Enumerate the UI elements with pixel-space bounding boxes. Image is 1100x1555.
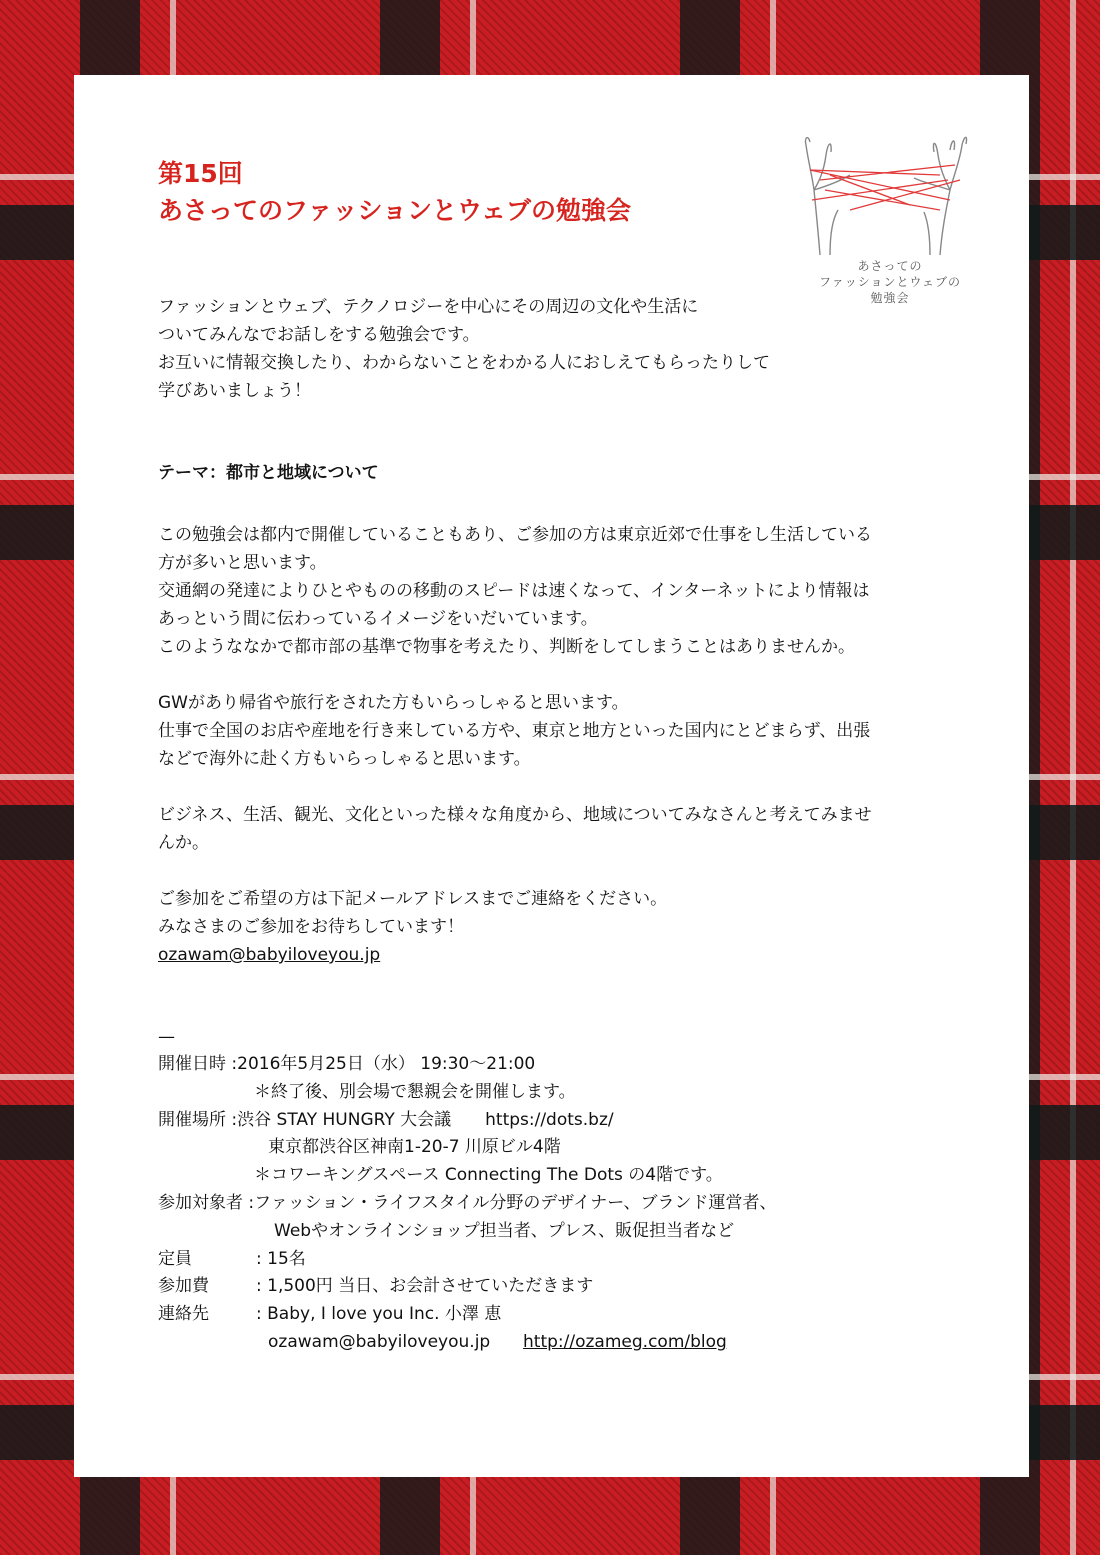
date-row: [158, 1051, 938, 1079]
fee-label: 参加費: [158, 1276, 209, 1297]
body-line: 方が多いと思います。: [158, 553, 327, 573]
body-line: GWがあり帰省や旅行をされた方もいらっしゃると思います。: [158, 693, 629, 713]
target-label: 参加対象者 :: [158, 1192, 255, 1213]
theme-heading: テーマ：都市と地域について: [158, 463, 379, 483]
intro-line: 学びあいましょう！: [158, 381, 311, 401]
contact-label: 連絡先: [158, 1304, 209, 1325]
body-line: んか。: [158, 833, 209, 853]
event-info: [158, 1051, 938, 1357]
date-label: 開催日時 :: [158, 1054, 238, 1074]
event-title: [158, 155, 938, 229]
fee-value: : 1,500円 当日、お会計させていただきます: [256, 1276, 594, 1297]
body-line: みなさまのご参加をお待ちしています！: [158, 917, 464, 937]
venue-value: 渋谷 STAY HUNGRY 大会議 https://dots.bz/: [237, 1109, 614, 1130]
contact-paragraph: [158, 885, 938, 969]
logo-text-line: あさっての: [857, 259, 923, 273]
body-line: 仕事で全国のお店や産地を行き来している方や、東京と地方といった国内にとどまらず、出張: [158, 721, 871, 741]
body-line: ご参加をご希望の方は下記メールアドレスまでご連絡をください。: [158, 889, 668, 909]
contact-links: [158, 1329, 938, 1357]
capacity-value: : 15名: [256, 1248, 306, 1269]
date-note: ＊終了後、別会場で懇親会を開催します。: [254, 1081, 576, 1102]
capacity-label: 定員: [158, 1248, 192, 1269]
venue-label: 開催場所 :: [158, 1109, 238, 1130]
contact-value: : Baby, I love you Inc. 小澤 恵: [256, 1304, 502, 1325]
blog-link[interactable]: http://ozameg.com/blog: [523, 1331, 727, 1352]
logo-text-line: ファッションとウェブの: [818, 275, 962, 289]
target-value: ファッション・ライフスタイル分野のデザイナー、ブランド運営者、: [254, 1192, 777, 1213]
target-value-cont: Webやオンラインショップ担当者、プレス、販促担当者など: [274, 1220, 735, 1241]
logo-text-line: 勉強会: [870, 291, 910, 305]
venue-address: 東京都渋谷区神南1-20-7 川原ビル4階: [268, 1137, 561, 1158]
separator-dash: —: [158, 1027, 175, 1047]
target-row: [158, 1190, 938, 1218]
flyer-sheet: [74, 75, 1029, 1477]
body-line: あっという間に伝わっているイメージをいだいています。: [158, 609, 598, 629]
venue-row: [158, 1107, 938, 1135]
venue-note: ＊コワーキングスペース Connecting The Dots の4階です。: [254, 1165, 723, 1186]
body-paragraph-1: [158, 521, 938, 661]
intro-line: ファッションとウェブ、テクノロジーを中心にその周辺の文化や生活に: [158, 297, 699, 317]
contact-email[interactable]: ozawam@babyiloveyou.jp: [268, 1331, 491, 1352]
body-paragraph-3: [158, 801, 938, 857]
contact-email-link[interactable]: ozawam@babyiloveyou.jp: [158, 945, 381, 965]
intro-line: お互いに情報交換したり、わからないことをわかる人におしえてもらったりして: [158, 353, 770, 373]
flyer-content: [158, 155, 938, 1357]
contact-row: [158, 1301, 938, 1329]
intro-line: ついてみんなでお話しをする勉強会です。: [158, 325, 480, 345]
intro-paragraph: [158, 293, 938, 405]
body-line: などで海外に赴く方もいらっしゃると思います。: [158, 749, 531, 769]
date-value: 2016年5月25日（水） 19:30〜21:00: [237, 1054, 536, 1074]
capacity-row: [158, 1246, 938, 1274]
fee-row: [158, 1273, 938, 1301]
body-paragraph-2: [158, 689, 938, 773]
body-line: このようななかで都市部の基準で物事を考えたり、判断をしてしまうことはありませんか。: [158, 637, 855, 657]
event-name: あさってのファッションとウェブの勉強会: [158, 196, 632, 225]
body-line: 交通網の発達によりひとやものの移動のスピードは速くなって、インターネットにより情報は: [158, 581, 870, 601]
body-line: この勉強会は都内で開催していることもあり、ご参加の方は東京近郊で仕事をし生活している: [158, 525, 872, 545]
body-line: ビジネス、生活、観光、文化といった様々な角度から、地域についてみなさんと考えてみませ: [158, 805, 872, 825]
event-number: 第15回: [158, 159, 243, 188]
